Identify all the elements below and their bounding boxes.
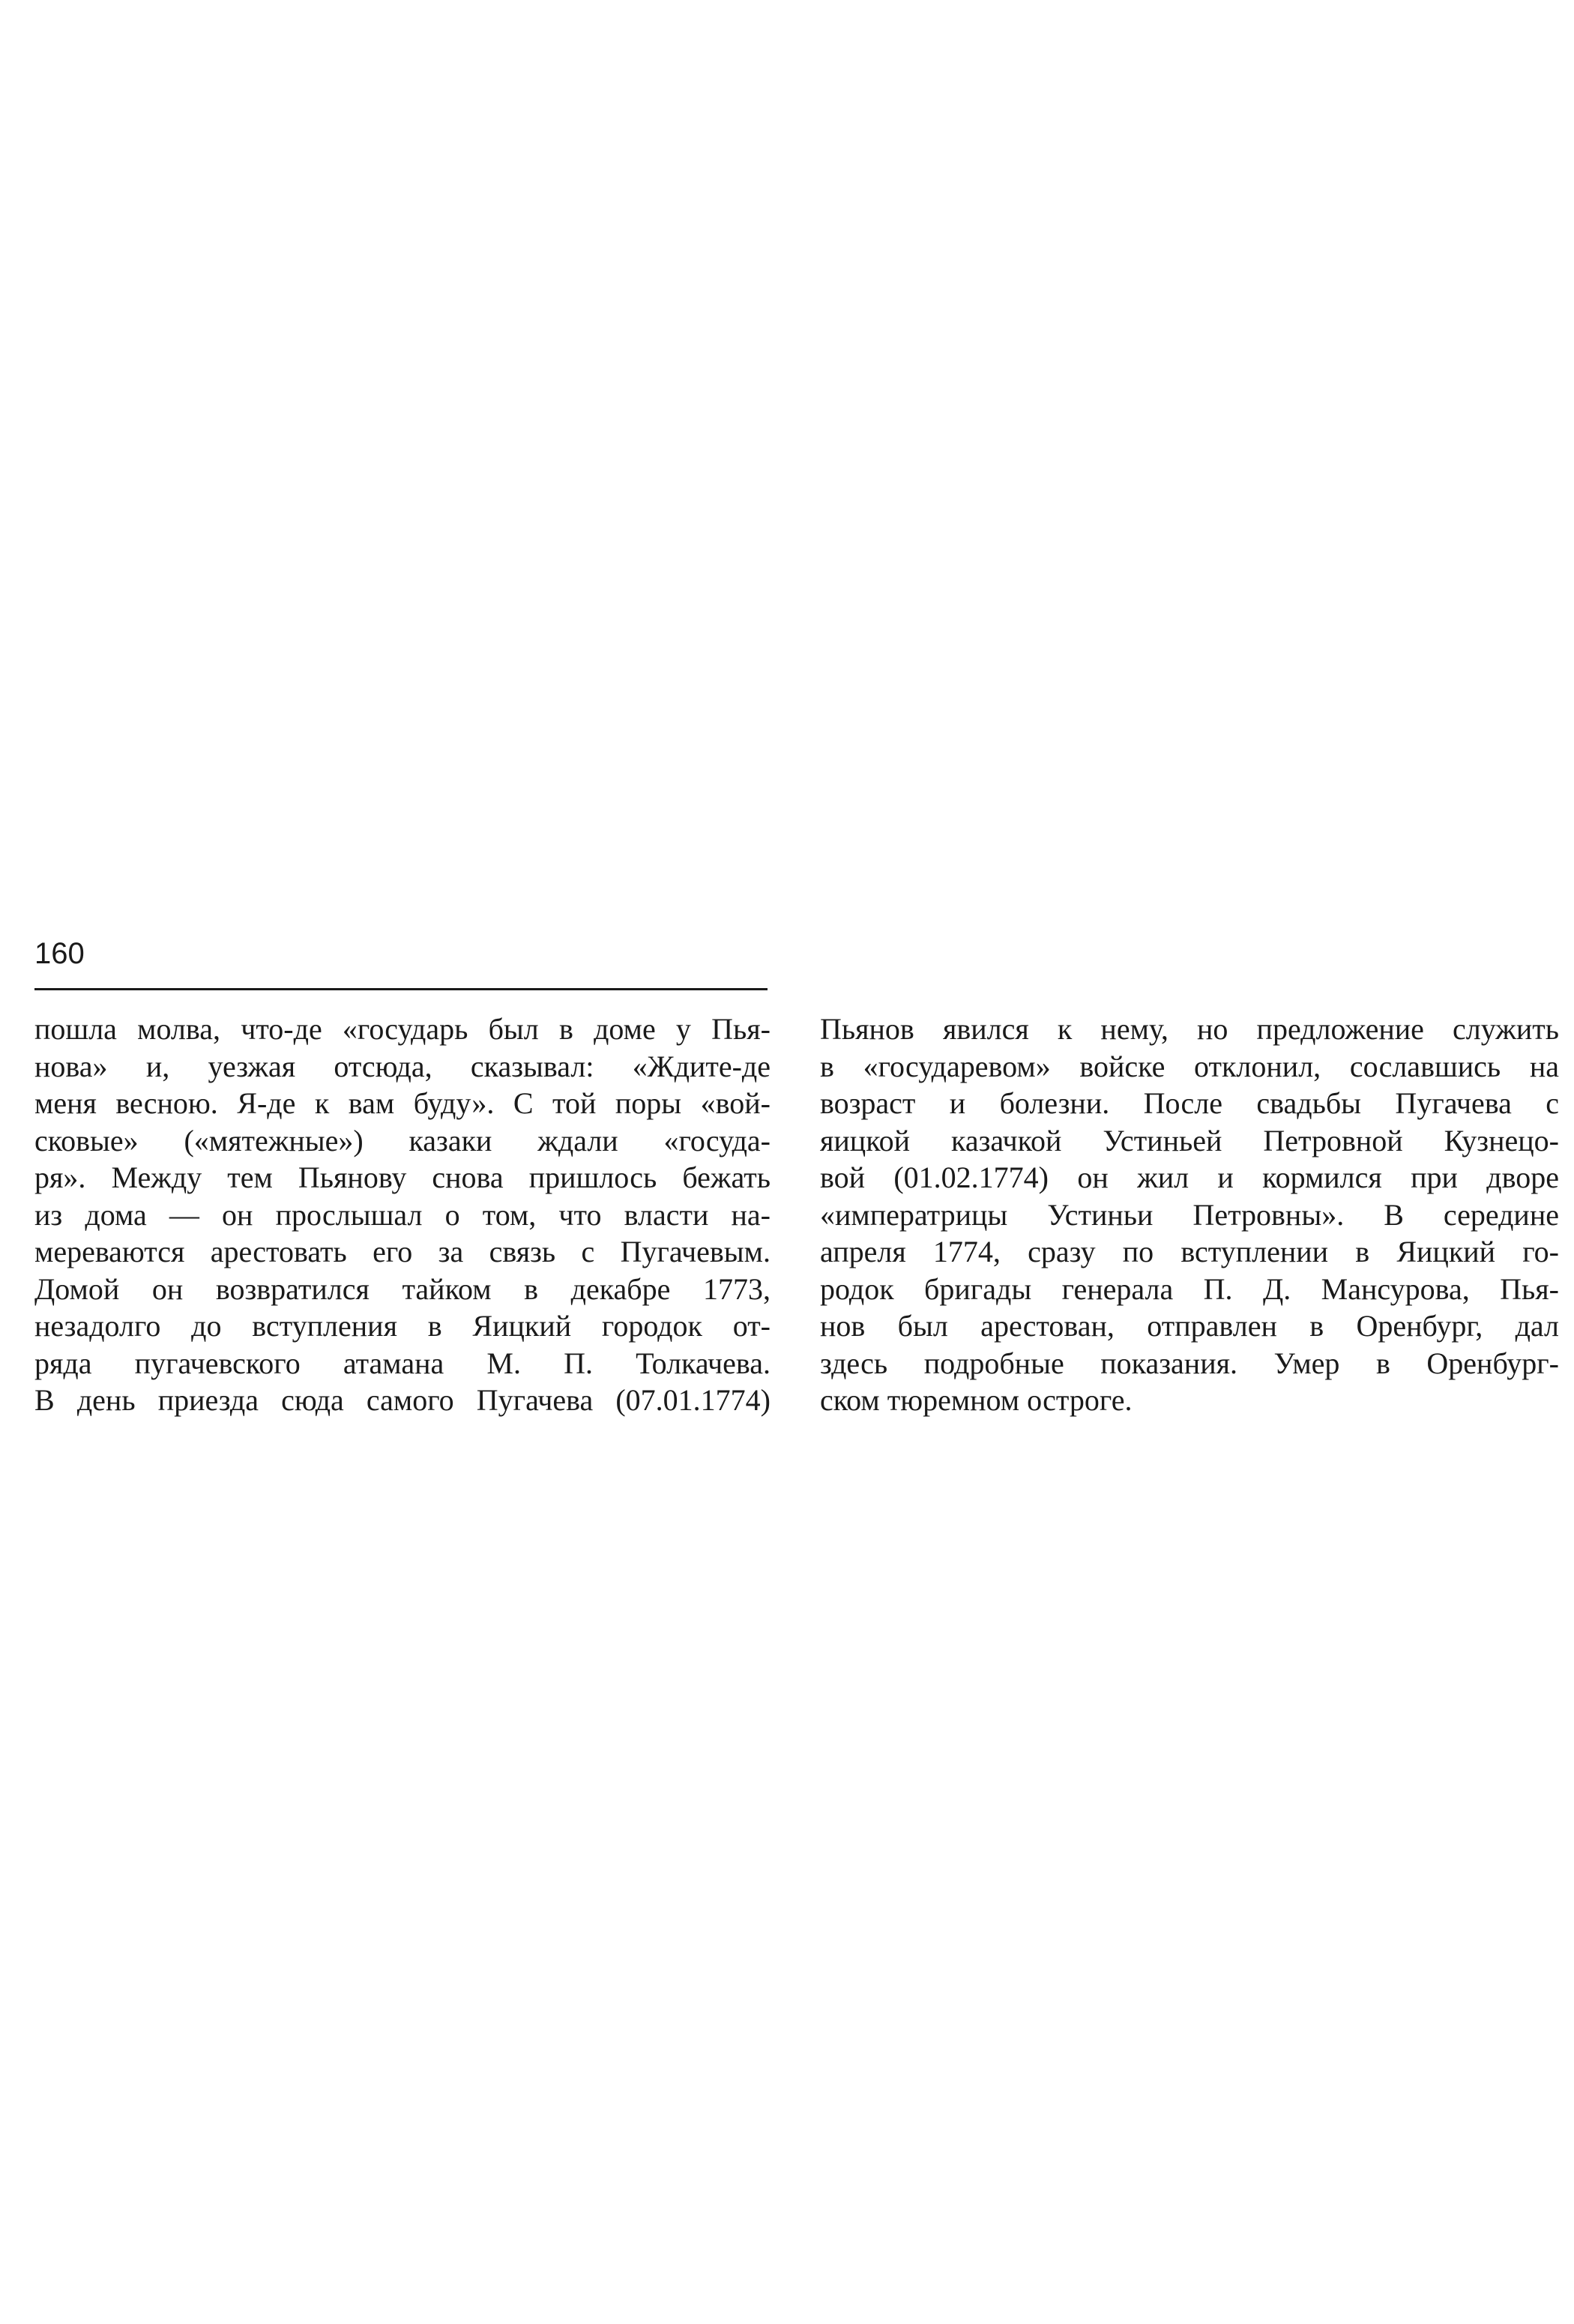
text-line: возраст и болезни. После свадьбы Пугачева с (820, 1086, 1559, 1120)
text-line: мереваются арестовать его за связь с Пугачевым. (34, 1235, 771, 1268)
text-line: «императрицы Устиньи Петровны». В середине (820, 1197, 1559, 1232)
text-line: в «государевом» войске отклонил, сославшись на (820, 1049, 1559, 1083)
text-line: яицкой казачкой Устиньей Петровной Кузнецо- (820, 1123, 1559, 1158)
text-line: апреля 1774, сразу по вступлении в Яицкий го- (820, 1235, 1559, 1268)
text-line: сковые» («мятежные») казаки ждали «госуда- (34, 1123, 771, 1158)
text-line: нов был арестован, отправлен в Оренбург, дал (820, 1309, 1559, 1343)
text-line: нова» и, уезжая отсюда, сказывал: «Ждите-де (34, 1049, 771, 1083)
text-column-right (820, 1011, 1559, 1419)
text-line: родок бригады генерала П. Д. Мансурова, Пья- (820, 1271, 1559, 1306)
text-line: вой (01.02.1774) он жил и кормился при дворе (820, 1161, 1559, 1194)
text-line: ском тюремном остроге. (820, 1383, 1133, 1417)
text-line: В день приезда сюда самого Пугачева (07.01.1774) (34, 1383, 771, 1417)
page-number: 160 (34, 937, 85, 970)
text-line: меня весною. Я-де к вам буду». С той поры «вой- (34, 1086, 771, 1120)
text-line: Пьянов явился к нему, но предложение служить (820, 1012, 1559, 1046)
text-line: ряда пугачевского атамана М. П. Толкачева. (34, 1346, 771, 1380)
text-line: Домой он возвратился тайком в декабре 1773, (34, 1271, 771, 1306)
text-line: незадолго до вступления в Яицкий городок от- (34, 1309, 771, 1343)
text-line: пошла молва, что-де «государь был в доме у Пья- (34, 1012, 771, 1046)
header-rule (34, 988, 768, 990)
text-line: ря». Между тем Пьянову снова пришлось бежать (34, 1161, 771, 1194)
text-line: здесь подробные показания. Умер в Оренбург- (820, 1346, 1559, 1380)
text-column-left (34, 1011, 771, 1419)
text-line: из дома — он прослышал о том, что власти на- (34, 1197, 771, 1232)
